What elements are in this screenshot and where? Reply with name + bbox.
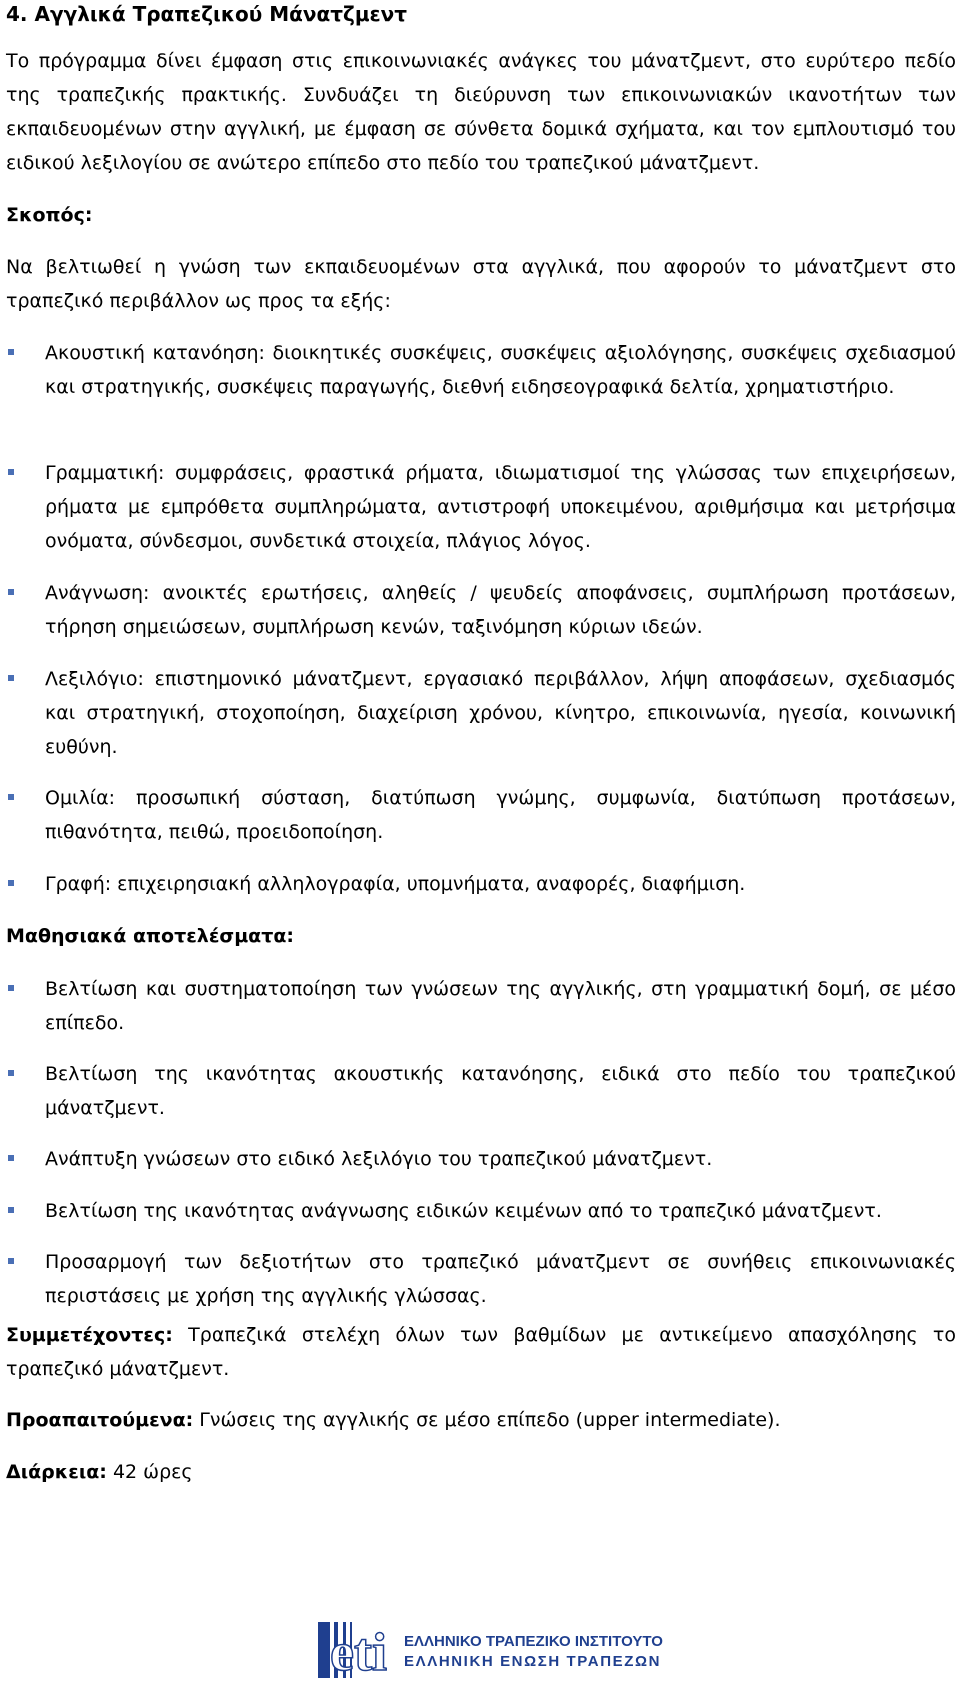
bullet-square-icon [8,469,14,475]
bullet-square-icon [8,985,14,991]
outcome-item [6,1194,956,1228]
bullet-square-icon [8,675,14,681]
outcome-item [6,1057,956,1125]
bullet-square-icon [8,880,14,886]
document-title: 4. Αγγλικά Τραπεζικού Μάνατζμεντ [6,2,408,26]
prerequisites-text: Γνώσεις της αγγλικής σε μέσο επίπεδο (upper intermediate). [193,1409,781,1431]
bullet-square-icon [8,794,14,800]
purpose-item [6,662,956,764]
prerequisites-label: Προαπαιτούμενα: [6,1409,194,1431]
eti-logo [316,1620,663,1682]
bullet-square-icon [8,1070,14,1076]
duration-line [6,1455,956,1489]
outcome-item-text: Προσαρμογή των δεξιοτήτων στο τραπεζικό μάνατζμεντ σε συνήθεις επικοινωνιακές περιστάσεις με χρήση της αγγλικής γλώσσας. [45,1251,956,1307]
bullet-square-icon [8,1207,14,1213]
purpose-item-text: Ακουστική κατανόηση: διοικητικές συσκέψεις, συσκέψεις αξιολόγησης, συσκέψεις σχεδιασμού και στρατηγικής, συσκέψεις παραγωγής, διεθνή ειδησεογραφικά δελτία, χρηματιστήριο. [45,342,956,398]
intro-paragraph: Το πρόγραμμα δίνει έμφαση στις επικοινωνιακές ανάγκες του μάνατζμεντ, στο ευρύτερο πεδίο της τραπεζικής πρακτικής. Συνδυάζει τη διεύρυνση των επικοινωνιακών ικανοτήτων των εκπαιδευομένων στην αγγλική, με έμφαση σε σύνθετα δομικά σχήματα, και τον εμπλουτισμό του ειδικού λεξιλογίου σε ανώτερο επίπεδο στο πεδίο του τραπεζικού μάνατζμεντ. [6,50,956,174]
bullet-square-icon [8,1258,14,1264]
purpose-item-text: Γραμματική: συμφράσεις, φραστικά ρήματα, ιδιωματισμοί της γλώσσας των επιχειρήσεων, ρήματα με εμπρόθετα συμπληρώματα, αντιστροφή υποκειμένου, αριθμήσιμα και μετρήσιμα ονόματα, σύνδεσμοι, συνδετικά στοιχεία, πλάγιος λόγος. [45,462,956,552]
purpose-item [6,456,956,558]
purpose-item-text: Γραφή: επιχειρησιακή αλληλογραφία, υπομνήματα, αναφορές, διαφήμιση. [45,873,746,895]
participants-text: Τραπεζικά στελέχη όλων των βαθμίδων με αντικείμενο απασχόλησης το τραπεζικό μάνατζμεντ. [6,1324,956,1380]
outcome-item [6,1245,956,1313]
outcome-item [6,972,956,1040]
eti-logo-mark-icon [316,1620,663,1682]
participants-line [6,1318,956,1386]
bullet-square-icon [8,589,14,595]
prerequisites-line [6,1403,956,1437]
duration-text: 42 ώρες [106,1461,193,1483]
participants-label: Συμμετέχοντες: [6,1324,173,1346]
outcome-item [6,1142,956,1176]
outcome-item-text: Βελτίωση της ικανότητας ακουστικής κατανόησης, ειδικά στο πεδίο του τραπεζικού μάνατζμεντ. [45,1063,956,1119]
purpose-heading: Σκοπός: [6,204,93,226]
outcome-item-text: Βελτίωση και συστηματοποίηση των γνώσεων της αγγλικής, στη γραμματική δομή, σε μέσο επίπεδο. [45,978,956,1034]
logo-line2: ΕΛΛΗΝΙΚΗ ΕΝΩΣΗ ΤΡΑΠΕΖΩΝ [404,1653,662,1670]
purpose-text: Να βελτιωθεί η γνώση των εκπαιδευομένων στα αγγλικά, που αφορούν το μάνατζμεντ στο τραπεζικό περιβάλλον ως προς τα εξής: [6,256,956,312]
purpose-item-text: Ανάγνωση: ανοικτές ερωτήσεις, αληθείς / ψευδείς αποφάνσεις, συμπλήρωση προτάσεων, τήρηση σημειώσεων, συμπλήρωση κενών, ταξινόμηση κύριων ιδεών. [45,582,956,638]
outcome-item-text: Ανάπτυξη γνώσεων στο ειδικό λεξιλόγιο του τραπεζικού μάνατζμεντ. [45,1148,713,1170]
purpose-item-text: Λεξιλόγιο: επιστημονικό μάνατζμεντ, εργασιακό περιβάλλον, λήψη αποφάσεων, σχεδιασμός και στρατηγική, στοχοποίηση, διαχείριση χρόνου, κίνητρο, επικοινωνία, ηγεσία, κοινωνική ευθύνη. [45,668,956,758]
purpose-item [6,781,956,849]
purpose-item [6,336,956,404]
bullet-square-icon [8,349,14,355]
purpose-item [6,576,956,644]
logo-line1: ΕΛΛΗΝΙΚΟ ΤΡΑΠΕΖΙΚΟ ΙΝΣΤΙΤΟΥΤΟ [404,1633,663,1650]
duration-label: Διάρκεια: [6,1461,107,1483]
purpose-item [6,867,956,901]
outcome-item-text: Βελτίωση της ικανότητας ανάγνωσης ειδικών κειμένων από το τραπεζικό μάνατζμεντ. [45,1200,882,1222]
outcomes-heading: Μαθησιακά αποτελέσματα: [6,925,295,947]
purpose-item-text: Ομιλία: προσωπική σύσταση, διατύπωση γνώμης, συμφωνία, διατύπωση προτάσεων, πιθανότητα, πειθώ, προειδοποίηση. [45,787,956,843]
eti-mark-text: eti [330,1622,387,1682]
bullet-square-icon [8,1155,14,1161]
